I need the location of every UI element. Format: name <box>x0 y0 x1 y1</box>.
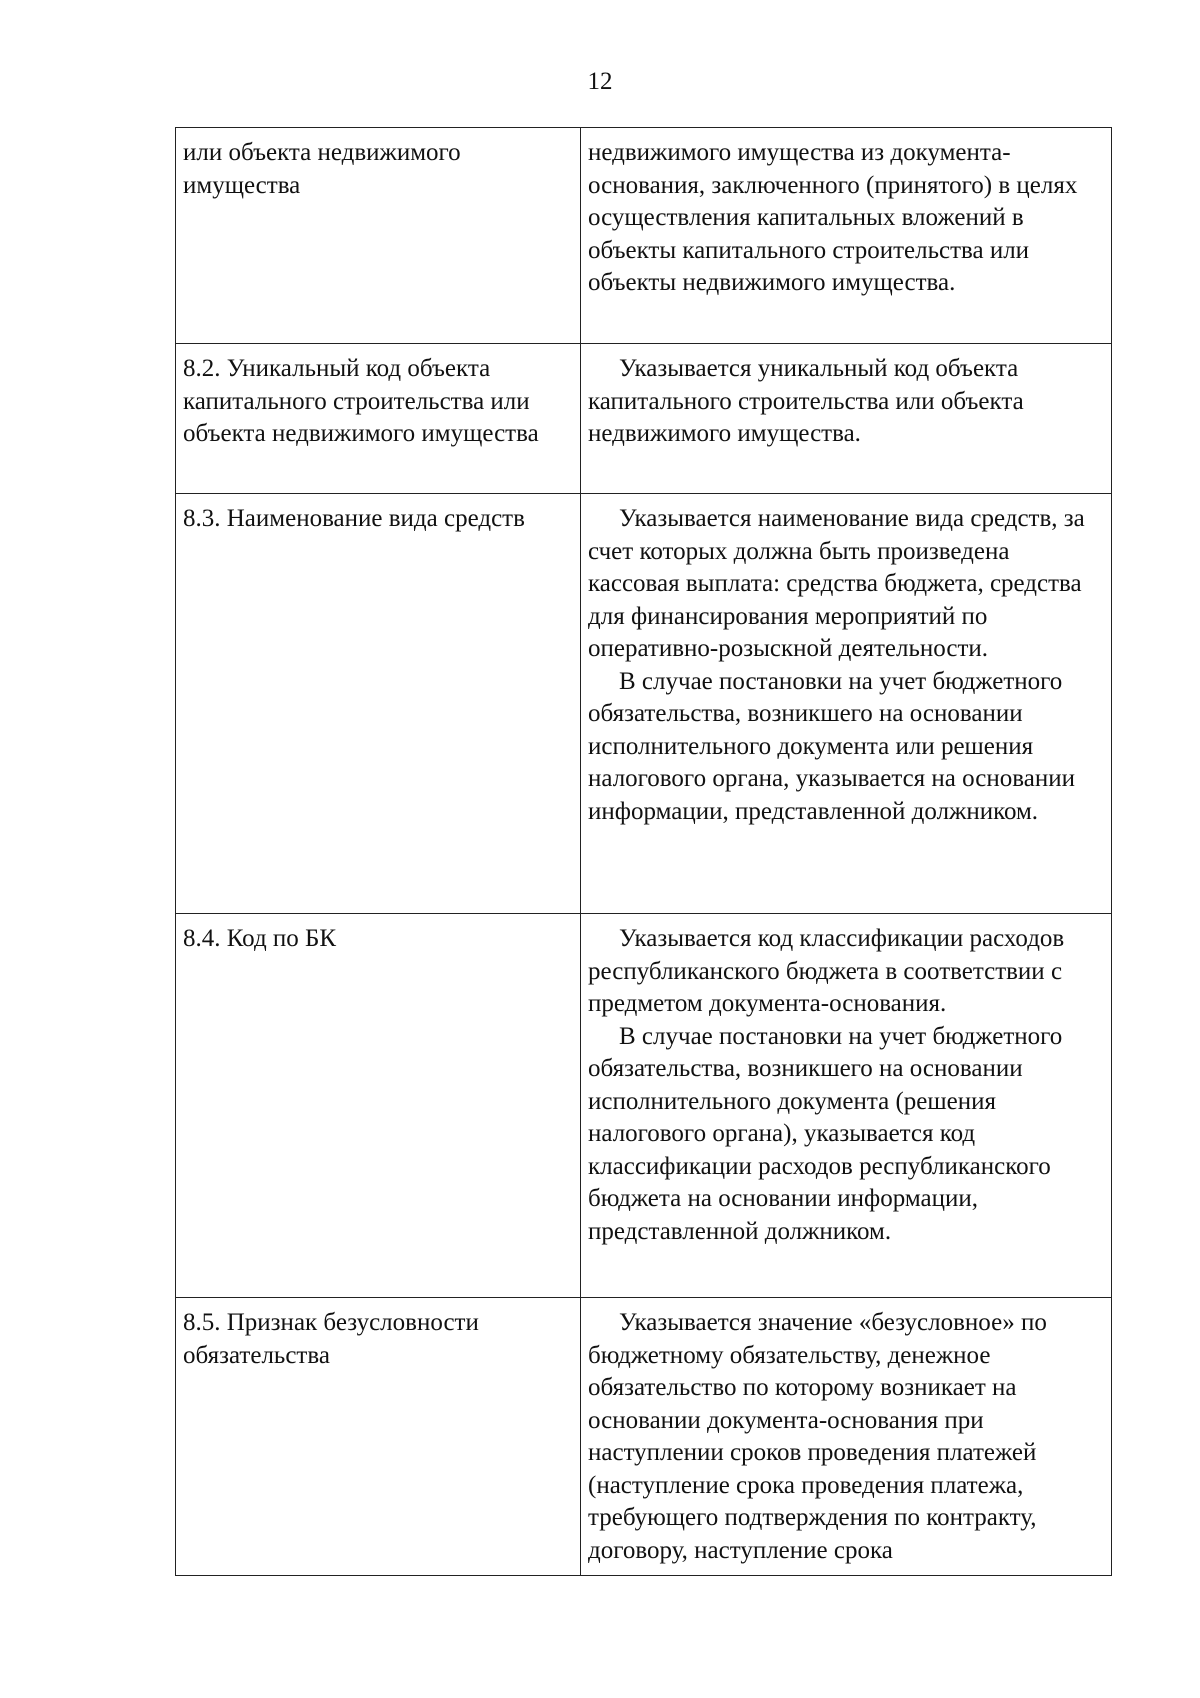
table-row <box>176 914 1112 1298</box>
field-name-cell <box>176 128 581 344</box>
field-name: 8.5. Признак безусловности обязательства <box>183 1309 479 1369</box>
page-number: 12 <box>587 68 613 95</box>
field-name-cell <box>176 1298 581 1576</box>
field-name: 8.2. Уникальный код объекта капитального строительства или объекта недвижимого имущества <box>183 355 539 447</box>
field-description-paragraph: В случае постановки на учет бюджетного обязательства, возникшего на основании исполнительного документа или решения налогового органа, указывается на основании информации, представленной должником. <box>588 667 1075 825</box>
field-name-cell <box>176 914 581 1298</box>
field-description-paragraph: В случае постановки на учет бюджетного обязательства, возникшего на основании исполнительного документа (решения налогового органа), указывается код классификации расходов республиканского бюджета на основании информации, представленной должником. <box>588 1022 1063 1245</box>
field-description-paragraph: Указывается значение «безусловное» по бюджетному обязательству, денежное обязательство по которому возникает на основании документа-основания при наступлении сроков проведения платежей (наступление срока проведения платежа, требующего подтверждения по контракту, договору, наступление срока <box>588 1309 1047 1564</box>
field-description-cell <box>581 1298 1112 1576</box>
field-description-cell <box>581 494 1112 914</box>
field-name: 8.4. Код по БК <box>183 925 337 952</box>
table-row <box>176 1298 1112 1576</box>
field-description-paragraph: Указывается наименование вида средств, за счет которых должна быть произведена кассовая выплата: средства бюджета, средства для финансирования мероприятий по оперативно-розыскной деятельности. <box>588 505 1085 662</box>
field-description-paragraph: Указывается код классификации расходов республиканского бюджета в соответствии с предметом документа-основания. <box>588 925 1065 1017</box>
table-row <box>176 128 1112 344</box>
table-row <box>176 344 1112 494</box>
field-name-cell <box>176 494 581 914</box>
field-description-cell <box>581 128 1112 344</box>
field-name-cell <box>176 344 581 494</box>
field-description-paragraph: недвижимого имущества из документа-основания, заключенного (принятого) в целях осуществления капитальных вложений в объекты капитального строительства или объекты недвижимого имущества. <box>588 139 1078 296</box>
requisites-table <box>175 127 1112 1576</box>
field-description-cell <box>581 344 1112 494</box>
field-name: 8.3. Наименование вида средств <box>183 505 525 532</box>
field-name: или объекта недвижимого имущества <box>183 139 461 199</box>
field-description-cell <box>581 914 1112 1298</box>
field-description-paragraph: Указывается уникальный код объекта капитального строительства или объекта недвижимого имущества. <box>588 355 1024 447</box>
table-row <box>176 494 1112 914</box>
